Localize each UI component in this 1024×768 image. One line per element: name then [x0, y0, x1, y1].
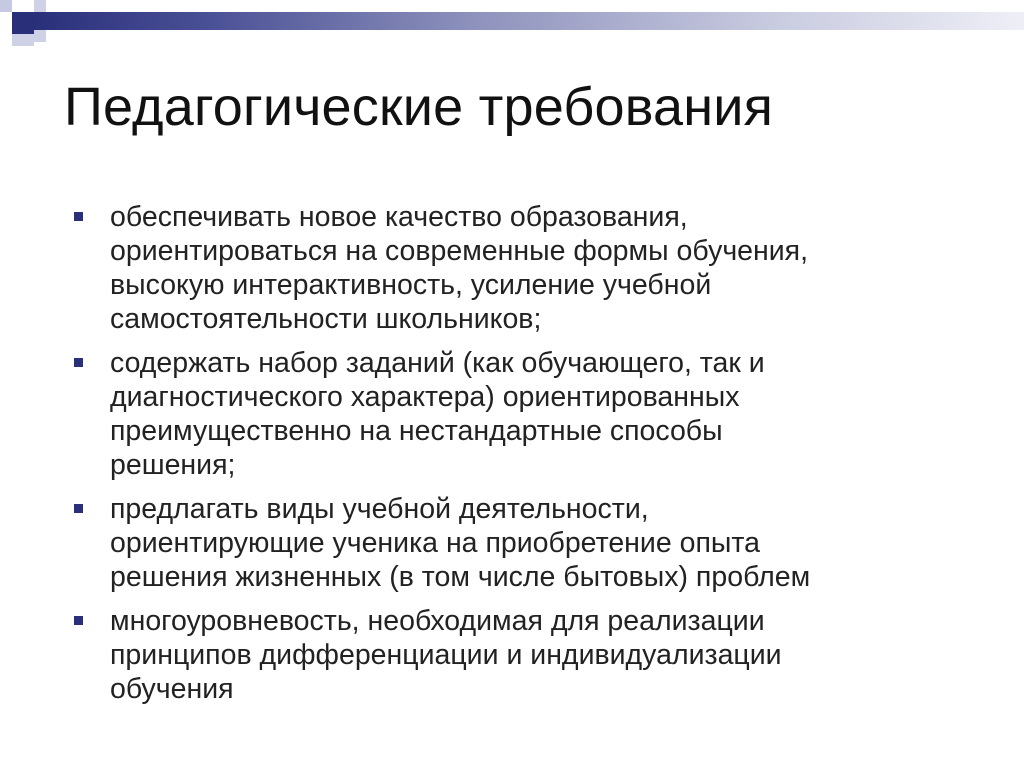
decorative-square	[34, 0, 46, 12]
bullet-list	[72, 200, 972, 716]
bullet-line: ориентирующие ученика на приобретение опыта	[110, 527, 760, 559]
bullet-line: диагностического характера) ориентированных	[110, 381, 740, 413]
bullet-text	[110, 200, 972, 336]
bullet-line: самостоятельности школьников;	[110, 303, 542, 335]
bullet-line: решения жизненных (в том числе бытовых) проблем	[110, 561, 811, 593]
bullet-line: решения;	[110, 449, 236, 481]
bullet-line: ориентироваться на современные формы обучения,	[110, 235, 809, 267]
decorative-square	[12, 12, 34, 34]
bullet-line: обучения	[110, 673, 234, 705]
slide-title: Педагогические требования	[64, 77, 774, 137]
bullet-line: преимущественно на нестандартные способы	[110, 415, 723, 447]
bullet-line: обеспечивать новое качество образования,	[110, 201, 688, 233]
decorative-square	[34, 30, 46, 42]
bullet-item	[72, 604, 972, 706]
decorative-square	[0, 0, 12, 12]
bullet-line: высокую интерактивность, усиление учебной	[110, 269, 712, 301]
square-bullet-icon	[74, 504, 83, 513]
bullet-item	[72, 346, 972, 482]
bullet-text	[110, 604, 972, 706]
decorative-square	[12, 34, 34, 46]
bullet-line: многоуровневость, необходимая для реализации	[110, 605, 765, 637]
square-bullet-icon	[74, 212, 83, 221]
bullet-line: принципов дифференциации и индивидуализации	[110, 639, 782, 671]
square-bullet-icon	[74, 616, 83, 625]
bullet-line: содержать набор заданий (как обучающего, так и	[110, 347, 765, 379]
bullet-text	[110, 346, 972, 482]
square-bullet-icon	[74, 358, 83, 367]
header-gradient-band	[34, 12, 1024, 30]
bullet-item	[72, 200, 972, 336]
bullet-line: предлагать виды учебной деятельности,	[110, 493, 649, 525]
bullet-item	[72, 492, 972, 594]
bullet-text	[110, 492, 972, 594]
